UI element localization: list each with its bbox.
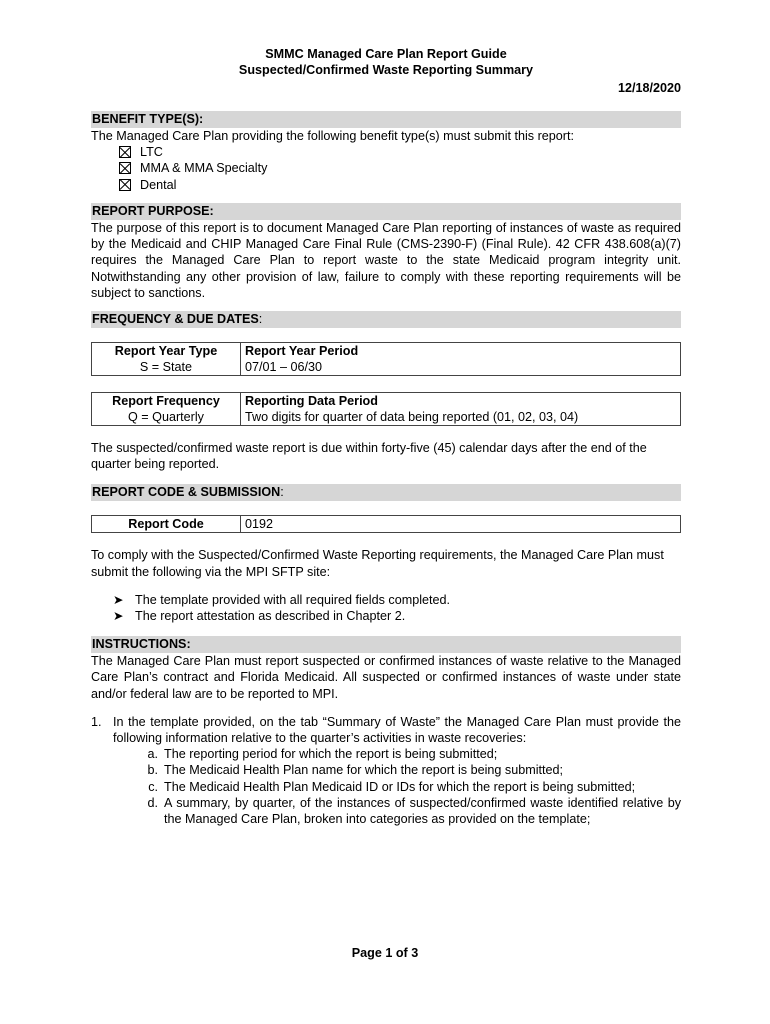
reporting-data-period-header: Reporting Data Period	[241, 393, 681, 410]
report-year-type-value: S = State	[92, 359, 241, 376]
section-heading-code	[91, 484, 681, 501]
sub-item-text: The Medicaid Health Plan Medicaid ID or IDs for which the report is being submitted;	[164, 779, 636, 794]
document-title: SMMC Managed Care Plan Report Guide	[265, 47, 507, 61]
list-item	[91, 714, 681, 746]
report-code-value: 0192	[241, 516, 681, 533]
bullet-text: The template provided with all required fields completed.	[135, 592, 451, 607]
sub-item-letter: d.	[147, 795, 158, 810]
submission-bullets	[113, 592, 681, 624]
sub-item-text: A summary, by quarter, of the instances of suspected/confirmed waste identified relative by the Managed Care Plan, broken into categories as provided on the template;	[164, 795, 681, 827]
checked-box-icon	[119, 179, 131, 191]
benefit-item-label: LTC	[140, 144, 163, 159]
checked-box-icon	[119, 162, 131, 174]
sub-item-text: The Medicaid Health Plan name for which the report is being submitted;	[164, 763, 564, 778]
arrow-bullet-icon: ➤	[113, 592, 124, 607]
instructions-list	[91, 714, 681, 827]
report-year-period-header: Report Year Period	[241, 343, 681, 360]
frequency-heading-label: FREQUENCY & DUE DATES	[92, 312, 259, 326]
report-code-table	[91, 515, 681, 533]
code-heading-label: REPORT CODE & SUBMISSION	[92, 485, 281, 500]
reporting-data-period-value: Two digits for quarter of data being reported (01, 02, 03, 04)	[241, 409, 681, 426]
page-number: Page 1 of 3	[351, 946, 419, 960]
report-frequency-table	[91, 392, 681, 426]
section-heading-purpose: REPORT PURPOSE:	[91, 203, 681, 220]
section-heading-benefit: BENEFIT TYPE(S):	[91, 111, 681, 128]
sub-list-item	[136, 746, 681, 762]
section-heading-frequency	[91, 311, 681, 328]
list-item	[113, 608, 681, 624]
sub-list-item	[136, 779, 681, 795]
due-date-note: The suspected/confirmed waste report is due within forty-five (45) calendar days after the end of the quarter being reported.	[91, 441, 647, 472]
item-text: In the template provided, on the tab “Summary of Waste” the Managed Care Plan must provide the following information relative to the quarter’s activities in waste recoveries:	[113, 714, 681, 746]
item-number: 1.	[91, 714, 102, 729]
list-item	[113, 592, 681, 608]
sub-item-text: The reporting period for which the report is being submitted;	[164, 747, 498, 762]
report-year-table	[91, 342, 681, 376]
bullet-text: The report attestation as described in Chapter 2.	[135, 609, 406, 624]
document-date: 12/18/2020	[617, 81, 681, 96]
instructions-text: The Managed Care Plan must report suspected or confirmed instances of waste relative to the Managed Care Plan’s contract and Florida Medicaid. All suspected or confirmed instances of waste under state and/or federal law are to be reported to MPI.	[91, 654, 681, 701]
report-year-type-header: Report Year Type	[92, 343, 241, 360]
benefit-checklist	[119, 144, 681, 193]
sub-item-letter: a.	[147, 747, 158, 762]
benefit-item	[119, 144, 681, 160]
report-frequency-header: Report Frequency	[92, 393, 241, 410]
frequency-heading-colon: :	[258, 312, 263, 326]
benefit-intro: The Managed Care Plan providing the following benefit type(s) must submit this report:	[91, 128, 575, 143]
sub-list-item	[136, 795, 681, 827]
purpose-text: The purpose of this report is to document Managed Care Plan reporting of instances of waste as required by the Medicaid and CHIP Managed Care Final Rule (CMS-2390-F) (Final Rule). 42 CFR 438.608(a)(7) requires the Managed Care Plan to report waste to the state Medicaid program integrity unit. Notwithstanding any other provision of law, failure to comply with these reporting requirements will be subject to sanctions.	[91, 220, 681, 300]
benefit-item-label: Dental	[140, 177, 177, 192]
benefit-item	[119, 177, 681, 193]
submission-text: To comply with the Suspected/Confirmed Waste Reporting requirements, the Managed Care Plan must submit the following via the MPI SFTP site:	[91, 548, 664, 579]
sub-item-letter: c.	[148, 779, 158, 794]
report-frequency-value: Q = Quarterly	[92, 409, 241, 426]
report-year-period-value: 07/01 – 06/30	[241, 359, 681, 376]
benefit-item	[119, 160, 681, 176]
section-heading-instructions: INSTRUCTIONS:	[91, 636, 681, 653]
sub-item-letter: b.	[147, 763, 158, 778]
benefit-item-label: MMA & MMA Specialty	[140, 161, 268, 176]
code-heading-colon: :	[280, 485, 284, 500]
sub-list-item	[136, 762, 681, 778]
checked-box-icon	[119, 146, 131, 158]
sub-list	[136, 746, 681, 827]
arrow-bullet-icon: ➤	[113, 609, 124, 624]
document-subtitle: Suspected/Confirmed Waste Reporting Summary	[238, 63, 534, 78]
report-code-label: Report Code	[92, 516, 241, 533]
